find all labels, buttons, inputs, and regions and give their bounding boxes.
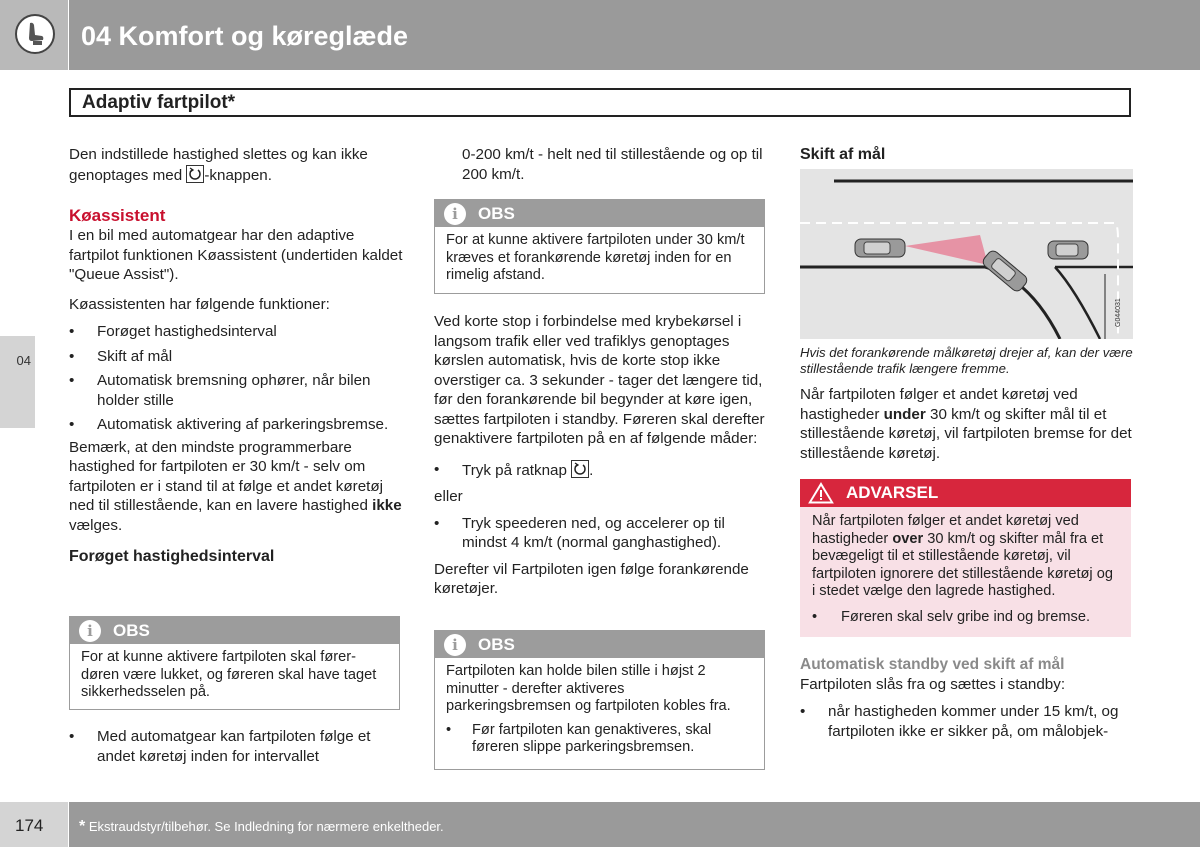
figure-caption: Hvis det forankørende målkøretøj drejer af, kan der være stillestående trafik længere fremme. (800, 345, 1133, 376)
column-2 (434, 145, 769, 184)
warning-label: ADVARSEL (846, 483, 939, 502)
obs-text: For at kunne aktivere fartpiloten under 30 km/t kræves et forankørende køretøj inden for en rimelig afstand. (446, 232, 745, 283)
info-icon: i (444, 634, 466, 656)
standby-paragraph: Fartpiloten slås fra og sættes i standby: (800, 675, 1066, 693)
column-3-top (800, 145, 1135, 165)
list-item: • når hastigheden kommer under 15 km/t, og fartpiloten ikke er sikker på, om målobjek- (800, 702, 1135, 741)
obs-header (435, 631, 764, 658)
car-icon (855, 239, 905, 257)
list-item: • Tryk speederen ned, og accelerer op til mindst 4 km/t (normal ganghastighed). (434, 514, 769, 553)
list-item: • Tryk på ratknap . (434, 460, 769, 481)
column-1-bottom (69, 727, 404, 766)
heading-koassistent: Køassistent (69, 206, 166, 225)
warning-body (800, 507, 1131, 632)
warning-triangle-icon (808, 482, 834, 504)
note-paragraph: Bemærk, at den mindste programmerbare hastighed for fartpiloten er 30 km/t - selv om fartpiloten er i stand til at følge et andet køretøj ned til stillestående, kan en lavere hastighed ikke vælges. (69, 438, 402, 534)
functions-paragraph: Køassistenten har følgende funktioner: (69, 295, 330, 313)
info-icon: i (79, 620, 101, 642)
heading-skift: Skift af mål (800, 146, 886, 163)
list-item: • Automatisk bremsning ophører, når bilen holder stille (69, 371, 404, 410)
chapter-icon-area (0, 0, 68, 70)
obs-header (70, 617, 399, 644)
obs-text: For at kunne aktivere fartpiloten skal fører-døren være lukket, og føreren skal have taget sikkerhedsselen på. (81, 649, 377, 700)
list-item: • Forøget hastighedsinterval (69, 322, 404, 342)
stop-paragraph: Ved korte stop i forbindelse med krybekørsel i langsom trafik eller ved trafiklys genoptages kørslen automatisk, hvis de korte stop ikke overstiger ca. 3 sekunder - tager det længere tid, før den forankørende bil begynder at køre igen, sættes fartpiloten i standby. Føreren skal derefter genaktivere fartpiloten på en af følgende måder: (434, 313, 765, 447)
obs-text: Fartpiloten kan holde bilen stille i højst 2 minutter - derefter aktiveres parkeringsbremsen og fartpiloten kobles fra. (446, 663, 731, 714)
list-item: • Med automatgear kan fartpiloten følge et andet køretøj inden for intervallet (69, 727, 404, 766)
page-number: 174 (0, 802, 68, 847)
warning-box (800, 479, 1131, 637)
illustration-target-change (800, 169, 1133, 339)
heading-interval: Forøget hastighedsinterval (69, 548, 275, 565)
figure-code: G044031 (1115, 298, 1122, 327)
interval-text: 0-200 km/t - helt ned til stillestående og op til 200 km/t. (462, 146, 763, 183)
warning-text: Når fartpiloten følger et andet køretøj ved hastigheder over 30 km/t og skifter mål fra et bevægeligt til et stillestående køretøj, vil fartpiloten ignorere det stillestående køretøj og i stedet vælge den lagrede hastighed. (812, 513, 1113, 599)
eller-text: eller (434, 488, 463, 505)
column-1 (69, 145, 404, 567)
footer-note: * Ekstraudstyr/tilbehør. Se Indledning for nærmere enkeltheder. (69, 802, 1200, 847)
section-title: Adaptiv fartpilot* (69, 88, 1131, 117)
koassistent-paragraph: I en bil med automatgear har den adaptive fartpilot funktionen Køassistent (undertiden kaldet "Queue Assist"). (69, 227, 403, 283)
list-item: • Automatisk aktivering af parkeringsbremse. (69, 415, 404, 435)
resume-icon (186, 165, 204, 183)
obs-box-1 (69, 616, 400, 710)
list-item: • Føreren skal selv gribe ind og bremse. (812, 609, 1119, 627)
side-tab: 04 (0, 336, 35, 428)
resume-icon (571, 460, 589, 478)
list-item: • Før fartpiloten kan genaktiveres, skal føreren slippe parkeringsbremsen. (446, 722, 753, 757)
obs-label: OBS (478, 634, 515, 654)
obs-label: OBS (478, 203, 515, 223)
obs-body (435, 658, 764, 765)
column-3-middle (800, 385, 1135, 463)
column-3-bottom (800, 655, 1135, 741)
seat-icon (15, 14, 55, 54)
column-2-middle (434, 312, 769, 599)
obs-header (435, 200, 764, 227)
list-item: • Skift af mål (69, 347, 404, 367)
obs-label: OBS (113, 620, 150, 640)
derefter-paragraph: Derefter vil Fartpiloten igen følge forankørende køretøjer. (434, 560, 749, 597)
info-icon: i (444, 203, 466, 225)
obs-box-2 (434, 199, 765, 294)
intro-paragraph: Den indstillede hastighed slettes og kan ikke genoptages med -knappen. (69, 146, 368, 184)
folger-paragraph: Når fartpiloten følger et andet køretøj ved hastigheder under 30 km/t og skifter mål til et stillestående køretøj, vil fartpiloten bremse for det stillestående køretøj. (800, 386, 1132, 462)
heading-standby: Automatisk standby ved skift af mål (800, 656, 1065, 673)
chapter-title: 04 Komfort og køreglæde (81, 21, 409, 51)
warning-header (800, 479, 1131, 507)
obs-box-3 (434, 630, 765, 770)
